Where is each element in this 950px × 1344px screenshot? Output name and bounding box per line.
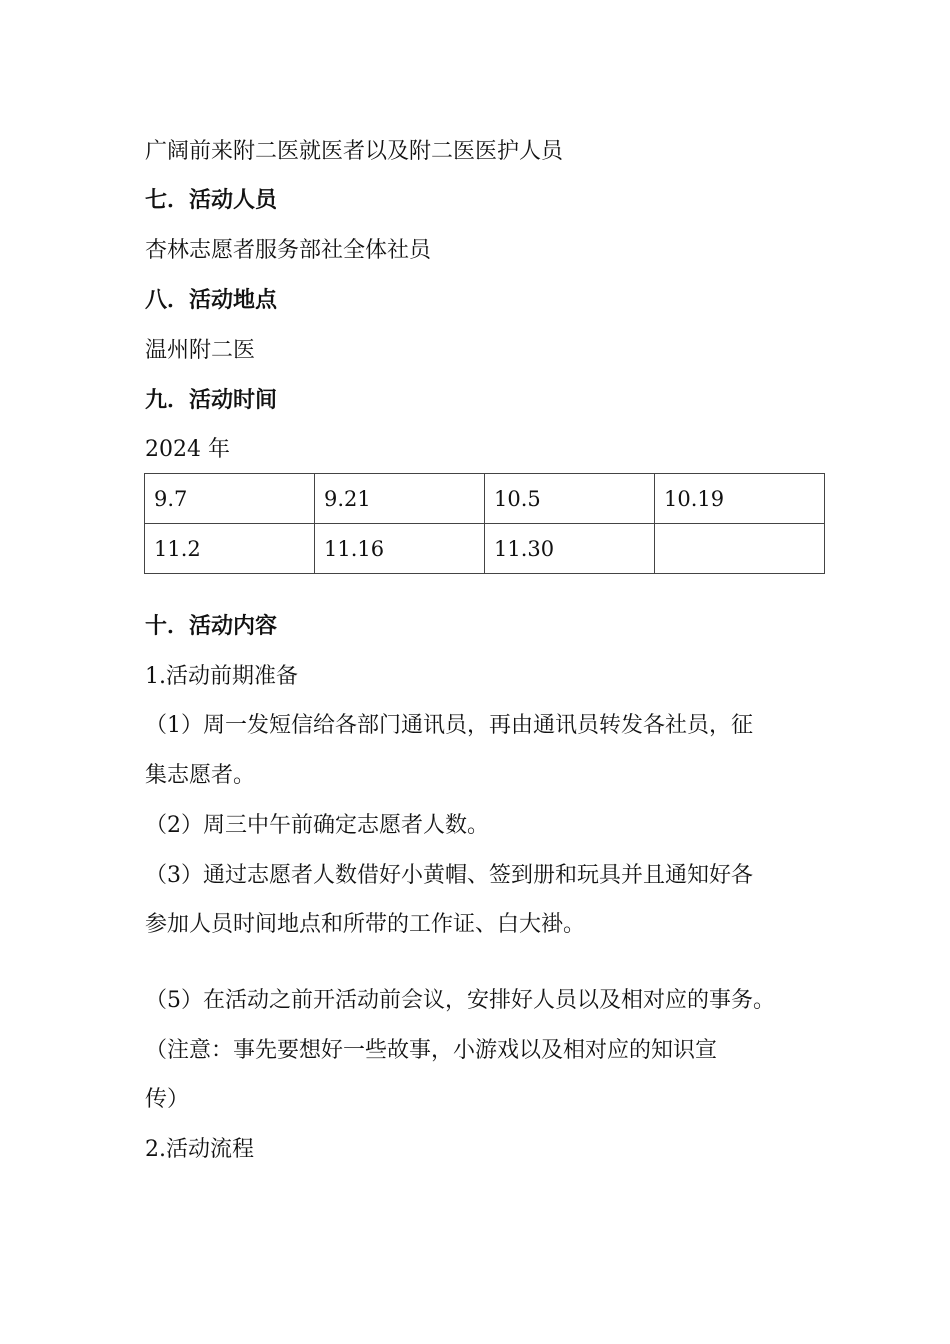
subsection-2-title: 2.活动流程 xyxy=(145,1137,254,1162)
table-cell: 10.19 xyxy=(655,474,825,524)
table-cell: 11.16 xyxy=(315,524,485,574)
prep-step-2: （2）周三中午前确定志愿者人数。 xyxy=(145,813,489,838)
subsection-1-title: 1.活动前期准备 xyxy=(145,664,298,689)
prep-step-1-line-2: 集志愿者。 xyxy=(145,763,256,788)
table-row xyxy=(145,524,825,574)
table-cell: 9.21 xyxy=(315,474,485,524)
prep-step-3-line-2: 参加人员时间地点和所带的工作证、白大褂。 xyxy=(145,912,586,937)
section-8-heading: 八．活动地点 xyxy=(145,288,278,313)
prep-step-5: （5）在活动之前开活动前会议，安排好人员以及相对应的事务。 xyxy=(145,988,775,1013)
table-cell: 11.30 xyxy=(485,524,655,574)
table-cell xyxy=(655,524,825,574)
note-line-2: 传） xyxy=(145,1087,190,1112)
section-10-heading: 十．活动内容 xyxy=(145,614,278,639)
section-9-heading: 九．活动时间 xyxy=(145,388,278,413)
table-cell: 11.2 xyxy=(145,524,315,574)
section-9-year: 2024 年 xyxy=(145,437,230,462)
section-7-heading: 七．活动人员 xyxy=(145,188,278,213)
note-line-1: （注意：事先要想好一些故事，小游戏以及相对应的知识宣 xyxy=(145,1038,718,1063)
prep-step-3-line-1: （3）通过志愿者人数借好小黄帽、签到册和玩具并且通知好各 xyxy=(145,863,753,888)
activity-dates-table xyxy=(144,473,825,574)
table-cell: 9.7 xyxy=(145,474,315,524)
target-audience-text: 广阔前来附二医就医者以及附二医医护人员 xyxy=(145,139,564,164)
section-7-body: 杏林志愿者服务部社全体社员 xyxy=(145,238,432,263)
table-cell: 10.5 xyxy=(485,474,655,524)
section-8-body: 温州附二医 xyxy=(145,338,256,363)
table-row xyxy=(145,474,825,524)
prep-step-1-line-1: （1）周一发短信给各部门通讯员，再由通讯员转发各社员，征 xyxy=(145,713,753,738)
